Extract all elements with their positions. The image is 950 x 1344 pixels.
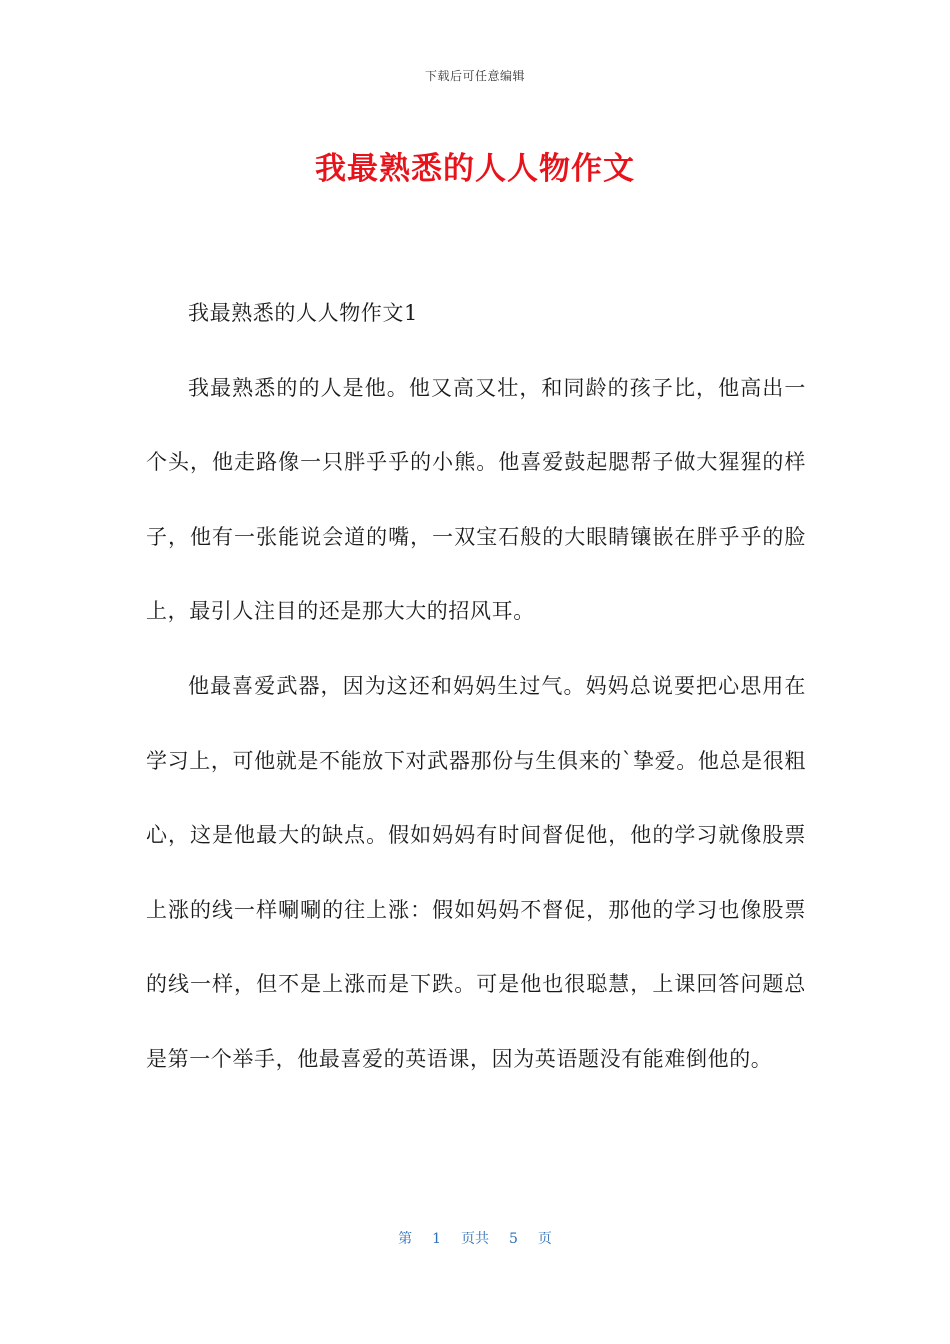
page-mid: 页共 xyxy=(461,1231,489,1247)
page-number: 1 xyxy=(432,1231,441,1247)
page-footer xyxy=(0,1228,950,1248)
total-pages: 5 xyxy=(509,1231,518,1247)
document-title: 我最熟悉的人人物作文 xyxy=(315,151,635,187)
section-heading: 我最熟悉的人人物作文1 xyxy=(188,301,418,325)
paragraph-2: 他最喜爱武器，因为这还和妈妈生过气。妈妈总说要把心思用在学习上，可他就是不能放下对武器那份与生俱来的`挚爱。他总是很粗心，这是他最大的缺点。假如妈妈有时间督促他，他的学习就像股票上涨的线一样唰唰的往上涨：假如妈妈不督促，那他的学习也像股票的线一样，但不是上涨而是下跌。可是他也很聪慧，上课回答问题总是第一个举手，他最喜爱的英语课，因为英语题没有能难倒他的。 xyxy=(146,673,806,1071)
page-suffix: 页 xyxy=(537,1231,552,1247)
document-body xyxy=(146,276,806,1097)
header-note: 下载后可任意编辑 xyxy=(424,69,525,83)
page-prefix: 第 xyxy=(398,1231,413,1247)
paragraph-1: 我最熟悉的的人是他。他又高又壮，和同龄的孩子比，他高出一个头，他走路像一只胖乎乎的小熊。他喜爱鼓起腮帮子做大猩猩的样子，他有一张能说会道的嘴，一双宝石般的大眼睛镶嵌在胖乎乎的脸上，最引人注目的还是那大大的招风耳。 xyxy=(146,375,806,624)
